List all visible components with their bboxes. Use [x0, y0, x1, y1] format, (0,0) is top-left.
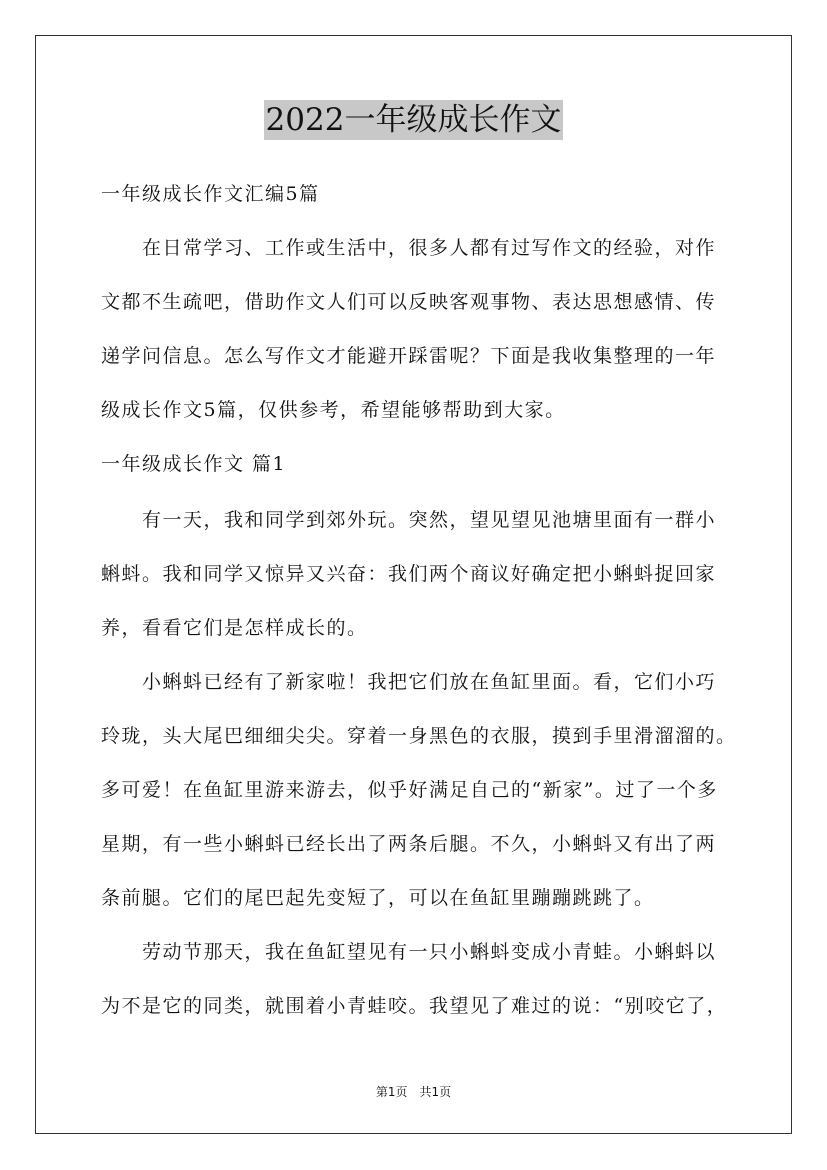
- page-footer: 第1页 共1页: [375, 1085, 452, 1099]
- body-line: 文都不生疏吧，借助作文人们可以反映客观事物、表达思想感情、传: [101, 291, 717, 313]
- body-line: 级成长作文5篇，仅供参考，希望能够帮助到大家。: [101, 399, 566, 421]
- body-line: 递学问信息。怎么写作文才能避开踩雷呢？下面是我收集整理的一年: [101, 345, 717, 367]
- document-title: 2022一年级成长作文: [265, 102, 562, 138]
- body-line: 玲珑，头大尾巴细细尖尖。穿着一身黑色的衣服，摸到手里滑溜溜的。: [101, 725, 737, 747]
- document-title-wrap: [0, 100, 827, 140]
- body-line: 为不是它的同类，就围着小青蛙咬。我望见了难过的说：“别咬它了，: [101, 995, 728, 1017]
- section-heading: 一年级成长作文 篇1: [101, 453, 287, 475]
- body-line: 有一天，我和同学到郊外玩。突然，望见望见池塘里面有一群小: [101, 509, 717, 531]
- body-line: 条前腿。它们的尾巴起先变短了，可以在鱼缸里蹦蹦跳跳了。: [101, 887, 655, 909]
- body-line: 养，看看它们是怎样成长的。: [101, 617, 368, 639]
- subtitle-line: 一年级成长作文汇编5篇: [101, 183, 320, 205]
- body-line: 在日常学习、工作或生活中，很多人都有过写作文的经验，对作: [101, 237, 717, 259]
- body-line: 蝌蚪。我和同学又惊异又兴奋：我们两个商议好确定把小蝌蚪捉回家: [101, 563, 717, 585]
- body-line: 小蝌蚪已经有了新家啦！我把它们放在鱼缸里面。看，它们小巧: [101, 671, 717, 693]
- body-line: 多可爱！在鱼缸里游来游去，似乎好满足自己的“新家”。过了一个多: [101, 779, 718, 801]
- body-line: 劳动节那天，我在鱼缸望见有一只小蝌蚪变成小青蛙。小蝌蚪以: [101, 941, 717, 963]
- body-line: 星期，有一些小蝌蚪已经长出了两条后腿。不久，小蝌蚪又有出了两: [101, 833, 717, 855]
